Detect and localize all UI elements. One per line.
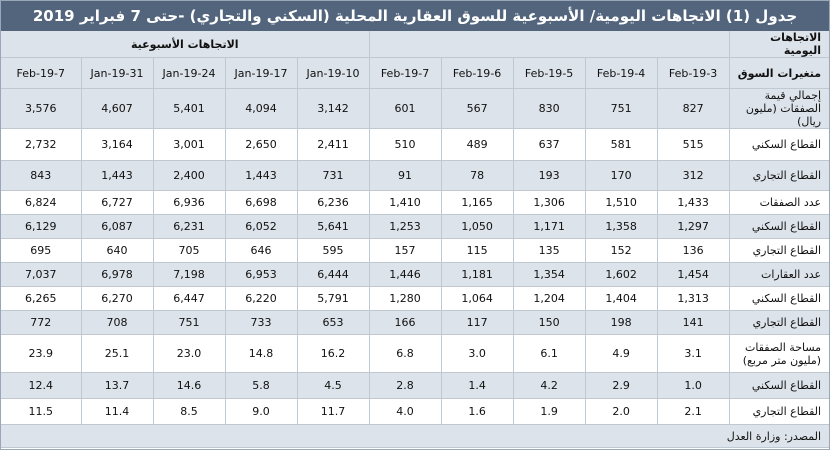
table-cell: 157 — [369, 239, 441, 263]
date-header: 4-Feb-19 — [585, 58, 657, 89]
table-cell: 515 — [657, 129, 729, 161]
table-cell: 1,454 — [657, 263, 729, 287]
table-cell: 843 — [1, 161, 81, 191]
table-cell: 4.2 — [513, 373, 585, 399]
table-cell: 1,510 — [585, 191, 657, 215]
table-cell: 141 — [657, 311, 729, 335]
table-cell: 11.4 — [81, 399, 153, 425]
row-label: عدد العقارات — [729, 263, 829, 287]
table-cell: 751 — [153, 311, 225, 335]
table-row — [1, 129, 829, 161]
row-label: القطاع السكني — [729, 287, 829, 311]
table-cell: 2.0 — [585, 399, 657, 425]
table-cell: 152 — [585, 239, 657, 263]
table-cell: 6,978 — [81, 263, 153, 287]
table-cell: 751 — [585, 89, 657, 129]
table-cell: 6,824 — [1, 191, 81, 215]
table-cell: 4,094 — [225, 89, 297, 129]
table-cell: 1,253 — [369, 215, 441, 239]
table-cell: 7,037 — [1, 263, 81, 287]
table-row — [1, 335, 829, 373]
date-header: 17-Jan-19 — [225, 58, 297, 89]
row-label: القطاع التجاري — [729, 239, 829, 263]
table-cell: 733 — [225, 311, 297, 335]
row-label: إجمالي قيمة الصفقات (مليون ريال) — [729, 89, 829, 129]
table-cell: 581 — [585, 129, 657, 161]
table-cell: 1,433 — [657, 191, 729, 215]
table-cell: 8.5 — [153, 399, 225, 425]
date-header: 5-Feb-19 — [513, 58, 585, 89]
table-title: جدول (1) الاتجاهات اليومية/ الأسبوعية للسوق العقارية المحلية (السكني والتجاري) -حتى 7 فبراير 2019 — [1, 1, 829, 31]
table-cell: 6,052 — [225, 215, 297, 239]
table-cell: 5,791 — [297, 287, 369, 311]
table-cell: 4.5 — [297, 373, 369, 399]
table-cell: 705 — [153, 239, 225, 263]
table-cell: 1,602 — [585, 263, 657, 287]
table-cell: 1,297 — [657, 215, 729, 239]
table-cell: 2,650 — [225, 129, 297, 161]
table-cell: 9.0 — [225, 399, 297, 425]
row-label: القطاع السكني — [729, 129, 829, 161]
group-header-row — [1, 31, 829, 58]
table-cell: 91 — [369, 161, 441, 191]
table-cell: 170 — [585, 161, 657, 191]
date-header: 10-Jan-19 — [297, 58, 369, 89]
table-row — [1, 311, 829, 335]
table-cell: 2.1 — [657, 399, 729, 425]
table-cell: 2,400 — [153, 161, 225, 191]
table-cell: 708 — [81, 311, 153, 335]
table-cell: 6,265 — [1, 287, 81, 311]
table-row — [1, 161, 829, 191]
table-cell: 5,401 — [153, 89, 225, 129]
table-cell: 489 — [441, 129, 513, 161]
table-cell: 6,698 — [225, 191, 297, 215]
table-cell: 1,443 — [81, 161, 153, 191]
market-trends-table — [1, 31, 829, 448]
table-cell: 166 — [369, 311, 441, 335]
table-cell: 567 — [441, 89, 513, 129]
table-cell: 772 — [1, 311, 81, 335]
date-header-row — [1, 58, 829, 89]
date-header: 6-Feb-19 — [441, 58, 513, 89]
table-cell: 3.0 — [441, 335, 513, 373]
table-cell: 1,280 — [369, 287, 441, 311]
table-cell: 1,313 — [657, 287, 729, 311]
table-cell: 6.1 — [513, 335, 585, 373]
table-cell: 193 — [513, 161, 585, 191]
table-row — [1, 373, 829, 399]
table-cell: 830 — [513, 89, 585, 129]
table-cell: 1,410 — [369, 191, 441, 215]
table-cell: 1,443 — [225, 161, 297, 191]
table-cell: 6.8 — [369, 335, 441, 373]
table-cell: 6,447 — [153, 287, 225, 311]
table-cell: 135 — [513, 239, 585, 263]
table-row — [1, 215, 829, 239]
table-cell: 695 — [1, 239, 81, 263]
date-header: 3-Feb-19 — [657, 58, 729, 89]
table-cell: 150 — [513, 311, 585, 335]
table-cell: 198 — [585, 311, 657, 335]
table-cell: 6,231 — [153, 215, 225, 239]
table-cell: 1.6 — [441, 399, 513, 425]
table-cell: 1,050 — [441, 215, 513, 239]
daily-trends-header: الاتجاهات اليومية — [729, 31, 829, 58]
table-cell: 13.7 — [81, 373, 153, 399]
table-cell: 1,204 — [513, 287, 585, 311]
table-cell: 6,087 — [81, 215, 153, 239]
table-cell: 1,306 — [513, 191, 585, 215]
table-cell: 2.9 — [585, 373, 657, 399]
table-cell: 14.6 — [153, 373, 225, 399]
table-row — [1, 399, 829, 425]
table-cell: 6,129 — [1, 215, 81, 239]
table-cell: 4.0 — [369, 399, 441, 425]
table-cell: 6,444 — [297, 263, 369, 287]
table-cell: 601 — [369, 89, 441, 129]
row-label: مساحة الصفقات (مليون متر مربع) — [729, 335, 829, 373]
table-cell: 12.4 — [1, 373, 81, 399]
table-cell: 1.9 — [513, 399, 585, 425]
table-cell: 4,607 — [81, 89, 153, 129]
table-cell: 1,181 — [441, 263, 513, 287]
row-label: القطاع التجاري — [729, 399, 829, 425]
date-header: 7-Feb-19 — [369, 58, 441, 89]
table-cell: 117 — [441, 311, 513, 335]
table-cell: 1,358 — [585, 215, 657, 239]
table-cell: 2.8 — [369, 373, 441, 399]
table-cell: 3,164 — [81, 129, 153, 161]
date-header: 24-Jan-19 — [153, 58, 225, 89]
market-variables-header: متغيرات السوق — [729, 58, 829, 89]
table-cell: 646 — [225, 239, 297, 263]
table-cell: 6,236 — [297, 191, 369, 215]
table-cell: 1,165 — [441, 191, 513, 215]
table-cell: 23.0 — [153, 335, 225, 373]
table-row — [1, 239, 829, 263]
table-cell: 312 — [657, 161, 729, 191]
table-cell: 1,404 — [585, 287, 657, 311]
table-cell: 3,142 — [297, 89, 369, 129]
table-row — [1, 191, 829, 215]
table-cell: 16.2 — [297, 335, 369, 373]
table-cell: 136 — [657, 239, 729, 263]
row-label: القطاع التجاري — [729, 161, 829, 191]
table-cell: 3,001 — [153, 129, 225, 161]
table-cell: 595 — [297, 239, 369, 263]
table-cell: 1,354 — [513, 263, 585, 287]
table-cell: 11.5 — [1, 399, 81, 425]
table-row — [1, 287, 829, 311]
table-cell: 1.0 — [657, 373, 729, 399]
table-cell: 6,270 — [81, 287, 153, 311]
source-note: المصدر: وزارة العدل — [1, 425, 829, 448]
table-cell: 25.1 — [81, 335, 153, 373]
table-cell: 731 — [297, 161, 369, 191]
table-cell: 6,953 — [225, 263, 297, 287]
table-cell: 6,220 — [225, 287, 297, 311]
weekly-trends-header: الاتجاهات الأسبوعية — [1, 31, 369, 58]
table-cell: 4.9 — [585, 335, 657, 373]
row-label: القطاع السكني — [729, 373, 829, 399]
table-cell: 653 — [297, 311, 369, 335]
table-cell: 7,198 — [153, 263, 225, 287]
table-cell: 11.7 — [297, 399, 369, 425]
row-label: القطاع السكني — [729, 215, 829, 239]
table-cell: 23.9 — [1, 335, 81, 373]
table-cell: 1,446 — [369, 263, 441, 287]
table-cell: 2,411 — [297, 129, 369, 161]
table-cell: 1.4 — [441, 373, 513, 399]
table-cell: 3,576 — [1, 89, 81, 129]
table-cell: 637 — [513, 129, 585, 161]
table-cell: 78 — [441, 161, 513, 191]
table-cell: 2,732 — [1, 129, 81, 161]
table-cell: 1,064 — [441, 287, 513, 311]
table-cell: 115 — [441, 239, 513, 263]
table-cell: 14.8 — [225, 335, 297, 373]
table-cell: 5.8 — [225, 373, 297, 399]
row-label: عدد الصفقات — [729, 191, 829, 215]
table-row — [1, 263, 829, 287]
table-cell: 5,641 — [297, 215, 369, 239]
row-label: القطاع التجاري — [729, 311, 829, 335]
table-row — [1, 89, 829, 129]
table-cell: 510 — [369, 129, 441, 161]
table-cell: 827 — [657, 89, 729, 129]
date-header: 7-Feb-19 — [1, 58, 81, 89]
table-cell: 1,171 — [513, 215, 585, 239]
table-cell: 640 — [81, 239, 153, 263]
date-header: 31-Jan-19 — [81, 58, 153, 89]
source-row — [1, 425, 829, 448]
table-cell: 6,727 — [81, 191, 153, 215]
table-cell: 6,936 — [153, 191, 225, 215]
table-cell: 3.1 — [657, 335, 729, 373]
